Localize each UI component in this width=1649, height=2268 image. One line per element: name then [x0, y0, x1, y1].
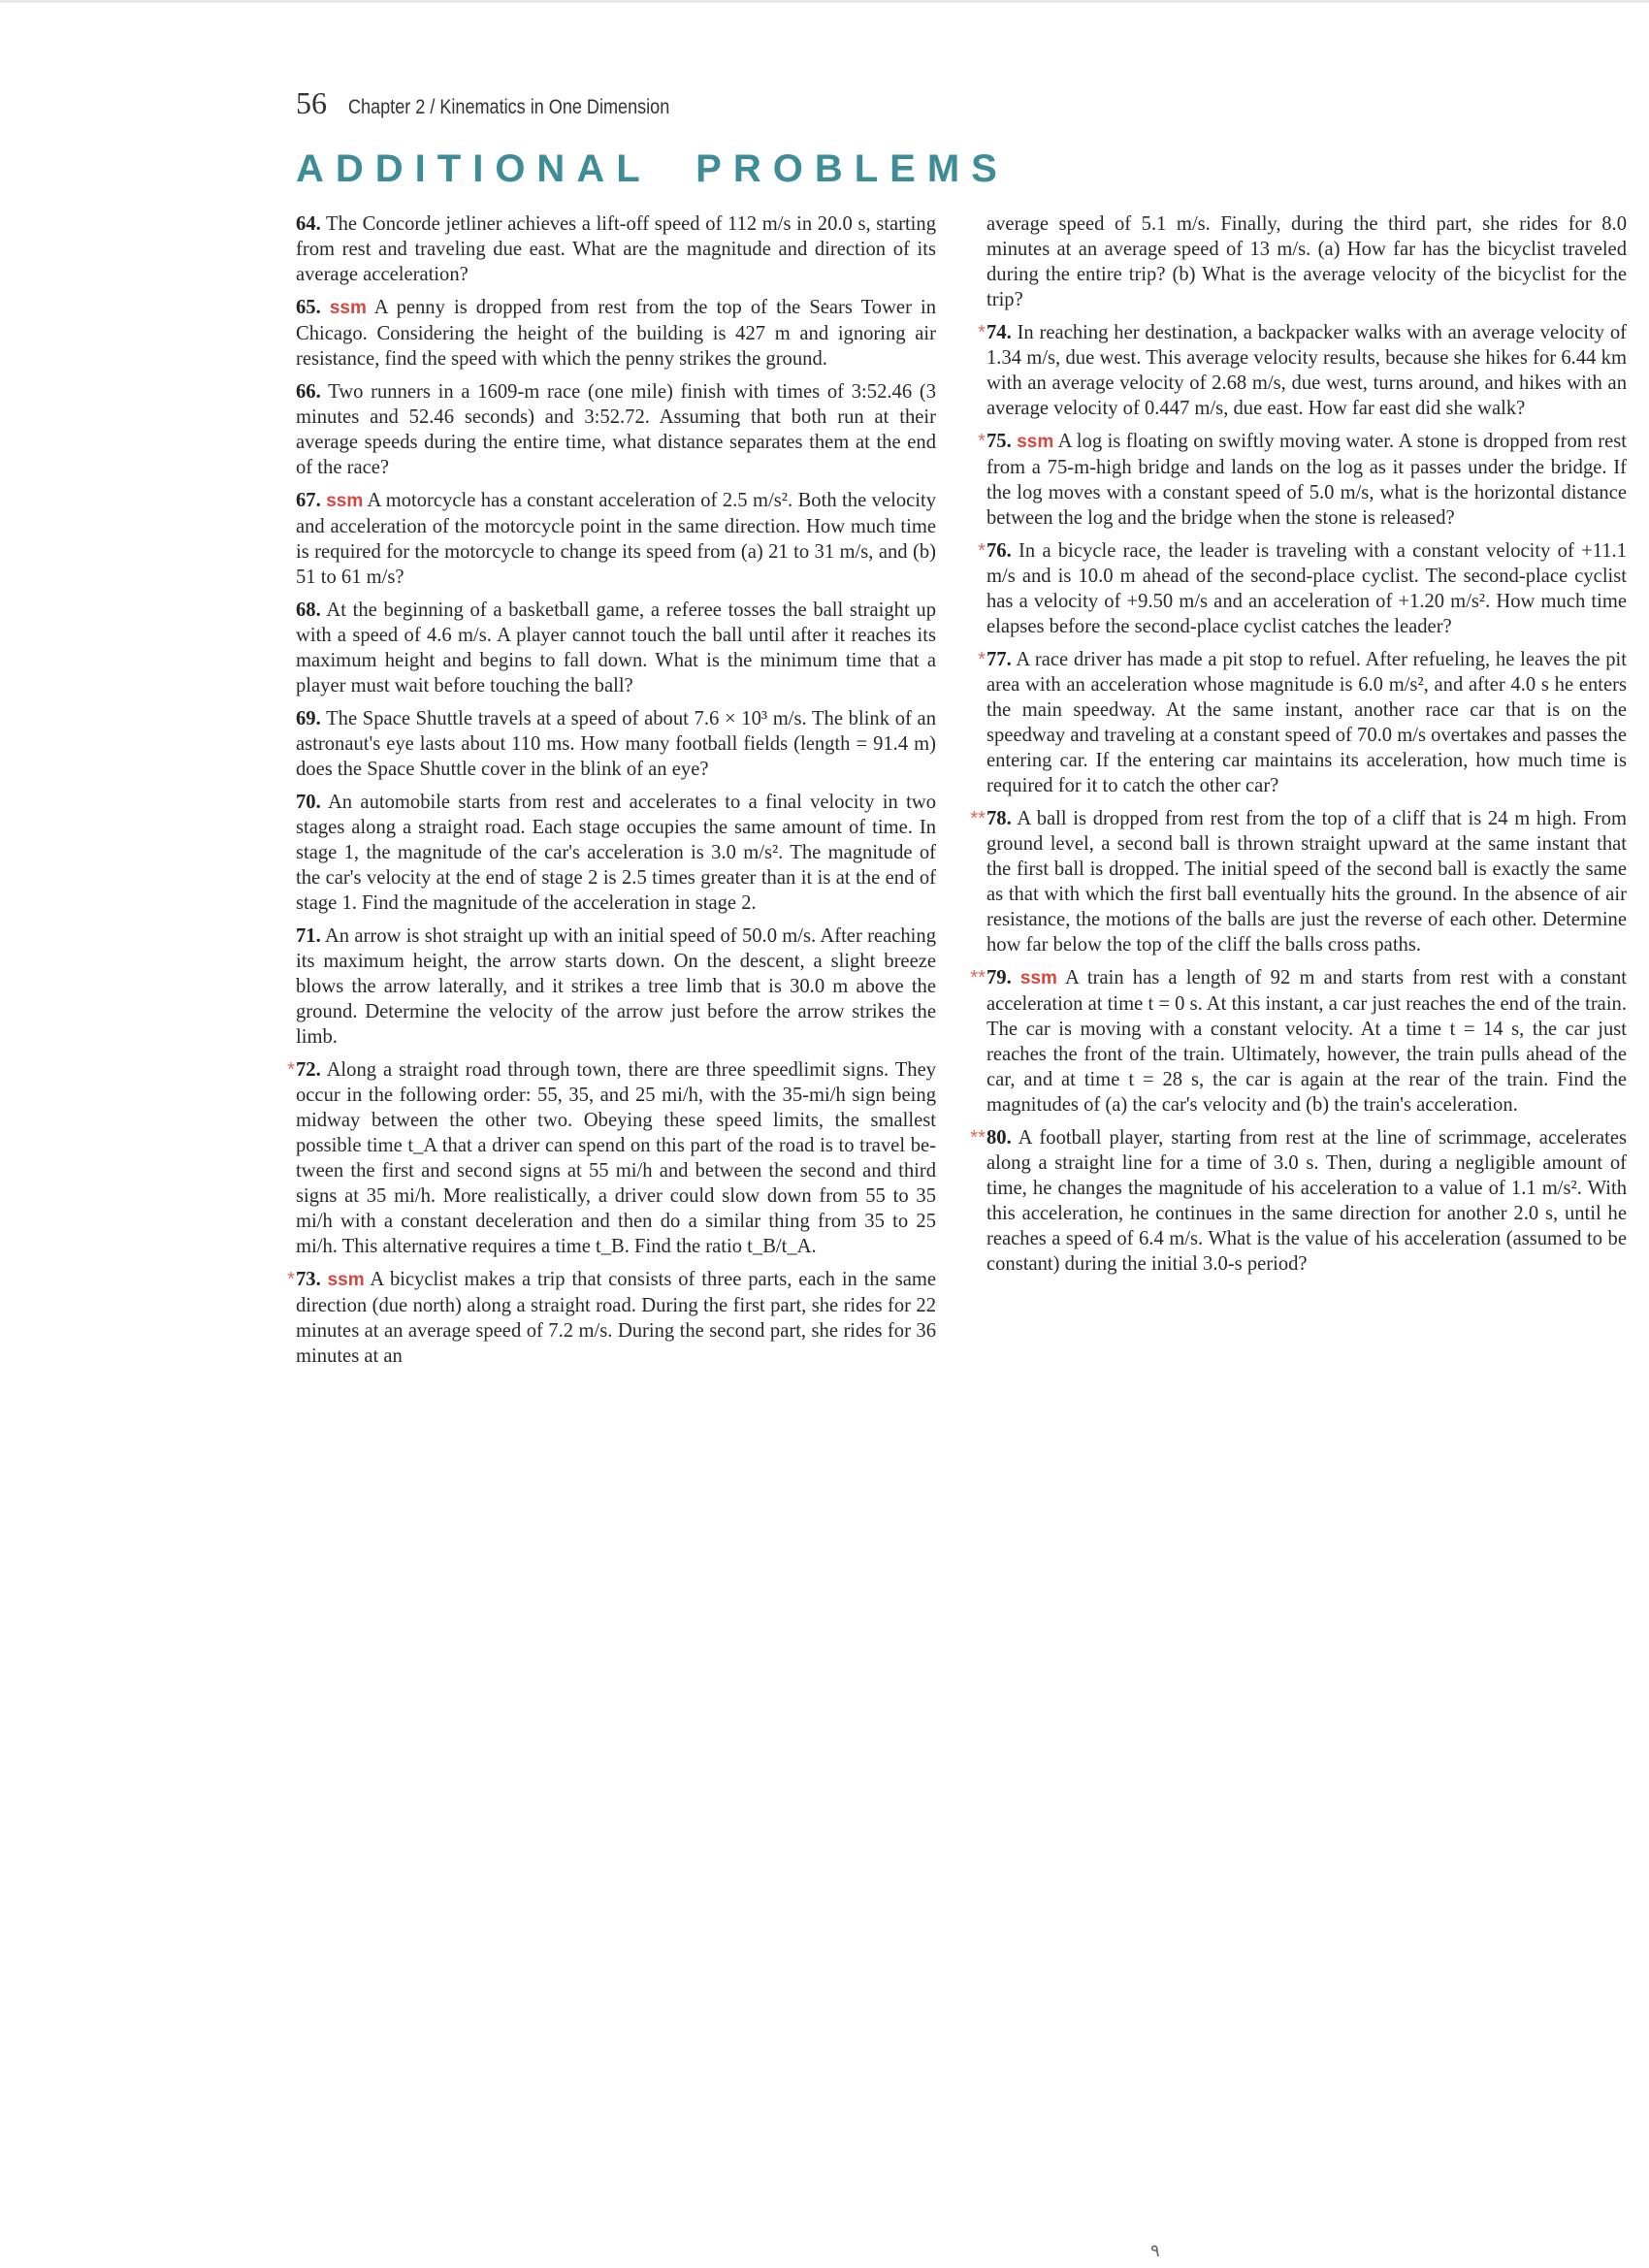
problem-69 — [296, 706, 936, 782]
problem-79 — [970, 965, 1627, 1118]
problem-number: 66. — [296, 381, 321, 403]
problem-76 — [978, 538, 1627, 639]
ssm-badge: ssm — [1019, 968, 1057, 988]
running-header — [296, 85, 722, 121]
stray-mark: ٩ — [1150, 2241, 1160, 2260]
difficulty-stars: ** — [970, 967, 986, 988]
problem-number: 68. — [296, 599, 321, 621]
problem-text: A log is floating on swiftly moving water. A stone is dropped from rest from a 75-m-high bridge and lands on the log as it passes under the bridge. If the log moves with a constant speed of 5.0 m/s, what is the horizontal distance between the log and the bridge when the stone is released? — [986, 431, 1628, 529]
problem-78 — [970, 806, 1628, 957]
problem-number: 72. — [296, 1059, 321, 1081]
problem-text: At the beginning of a basketball game, a referee tosses the ball straight up with a speed of 4.6 m/s. A player cannot touch the ball until after it reaches its maximum height and begins to fall down. What is the minimum time that a player must wait before touching the ball? — [296, 599, 936, 697]
problem-77 — [978, 647, 1627, 798]
problem-75 — [978, 429, 1628, 531]
problem-70 — [296, 790, 936, 916]
problem-number: 79. — [986, 967, 1012, 988]
problem-number: 67. — [296, 490, 321, 511]
problem-text: In reaching her destination, a backpacker walks with an average velocity of 1.34 m/s, due west. This average velocity results, because she hikes for 6.44 km with an average velocity of 2.68 m/s, due west, turns around, and hikes with an average velocity of 0.447 m/s, due east. How far east did she walk? — [986, 322, 1627, 419]
difficulty-stars: * — [978, 540, 986, 562]
difficulty-stars: * — [978, 322, 986, 343]
difficulty-stars: * — [287, 1269, 295, 1290]
ssm-badge: ssm — [327, 1270, 365, 1290]
problem-text: The Concorde jetliner achieves a lift-off speed of 112 m/s in 20.0 s, starting from rest and traveling due east. What are the magnitude and direction of its average acceleration? — [296, 213, 936, 285]
problem-number: 78. — [986, 808, 1012, 829]
problem-67 — [296, 488, 936, 590]
difficulty-stars: * — [287, 1059, 295, 1081]
problem-text: average speed of 5.1 m/s. Finally, during the third part, she rides for 8.0 minutes at an average speed of 13 m/s. (a) How far has the bicyclist traveled during the entire trip? (b) What is the average velocity of the bicyclist for the trip? — [986, 213, 1627, 310]
problem-number: 64. — [296, 213, 321, 235]
problem-text: The Space Shuttle travels at a speed of about 7.6 × 10³ m/s. The blink of an astronaut's eye lasts about 110 ms. How many football fields (length = 91.4 m) does the Space Shuttle cover in the blink of an eye? — [296, 708, 936, 780]
problem-text: A race driver has made a pit stop to refuel. After refueling, he leaves the pit area with an acceleration whose magnitude is 6.0 m/s², and after 4.0 s he enters the main speedway. At the same instant, another race car that is on the speedway and traveling at a constant speed of 70.0 m/s overtakes and passes the entering car. If the entering car maintains its acceleration, how much time is required for it to catch the other car? — [986, 649, 1627, 796]
difficulty-stars: * — [978, 431, 986, 452]
problem-number: 76. — [986, 540, 1012, 562]
ssm-badge: ssm — [326, 491, 364, 511]
problem-72 — [287, 1057, 937, 1259]
problem-71 — [296, 923, 936, 1050]
problem-68 — [296, 598, 936, 698]
problem-number: 74. — [986, 322, 1012, 343]
ssm-badge: ssm — [329, 298, 367, 318]
problem-text: An arrow is shot straight up with an initial speed of 50.0 m/s. After reaching its maximum height, the arrow starts down. On the descent, a slight breeze blows the arrow laterally, and it strikes a tree limb that is 30.0 m above the ground. Determine the velocity of the arrow just before the arrow strikes the limb. — [296, 925, 936, 1048]
ssm-badge: ssm — [1017, 432, 1054, 452]
difficulty-stars: * — [978, 649, 986, 670]
left-column — [287, 211, 937, 1377]
problem-80 — [970, 1125, 1627, 1277]
problem-text: A train has a length of 92 m and starts from rest with a constant acceleration at time t = 0 s. At this instant, a car just reaches the end of the train. The car is moving with a constant velocity. At a time t = 14 s, the car just reaches the front of the train. Ultimately, however, the train pulls ahead of the car, and at time t = 28 s, the car is again at the rear of the train. Find the magnitudes of (a) the car's velocity and (b) the train's acceleration. — [986, 967, 1627, 1116]
problem-number: 71. — [296, 925, 321, 947]
page-number: 56 — [296, 85, 327, 120]
problem-64 — [296, 211, 936, 287]
problem-text: A bicyclist makes a trip that consists of three parts, each in the same direction (due north) along a straight road. During the first part, she rides for 22 minutes at an average speed of 7.2 m/s. During the second part, she rides for 36 minutes at an — [296, 1269, 937, 1367]
problem-text: In a bicycle race, the leader is traveling with a constant velocity of +11.1 m/s and is 10.0 m ahead of the second-place cyclist. The second-place cyclist has a velocity of +9.50 m/s and an acceleration of +1.20 m/s². How much time elapses before the second-place cyclist catches the leader? — [986, 540, 1627, 637]
problem-text: A penny is dropped from rest from the top of the Sears Tower in Chicago. Considering the height of the building is 427 m and ignoring air resistance, find the speed with which the penny strikes the ground. — [296, 297, 937, 370]
problem-number: 77. — [986, 649, 1012, 670]
problem-text: Two runners in a 1609-m race (one mile) finish with times of 3:52.46 (3 minutes and 52.46 seconds) and 3:52.72. Assuming that both run at their average speeds during the entire time, what distance separates them at the end of the race? — [296, 381, 936, 478]
problem-text: An automobile starts from rest and accelerates to a final velocity in two stages along a straight road. Each stage occupies the same amount of time. In stage 1, the magnitude of the car's acceleration is 3.0 m/s². The magnitude of the car's velocity at the end of stage 2 is 2.5 times greater than it is at the end of stage 1. Find the magnitude of the acceleration in stage 2. — [296, 792, 936, 914]
section-title: ADDITIONAL PROBLEMS — [296, 147, 1009, 190]
problem-text: Along a straight road through town, there are three speedlimit signs. They occur in the following order: 55, 35, and 25 mi/h, with the 35-mi/h sign being midway between the other two. Obeying these speed limits, the smallest possible time t_A that a driver can spend on this part of the road is to travel between the first and second signs at 55 mi/h and between the second and third signs at 35 mi/h. More realistically, a driver could slow down from 55 to 35 mi/h with a constant deceleration and then do a similar thing from 35 to 25 mi/h. This alternative requires a time t_B. Find the ratio t_B/t_A. — [296, 1059, 937, 1257]
problem-number: 80. — [986, 1127, 1012, 1149]
problem-65 — [296, 295, 936, 372]
problem-number: 75. — [986, 431, 1012, 452]
difficulty-stars: ** — [970, 1127, 986, 1149]
problem-74 — [978, 320, 1627, 421]
right-column — [970, 211, 1628, 1284]
difficulty-stars: ** — [970, 808, 986, 829]
problem-continued — [986, 211, 1627, 312]
chapter-title: Chapter 2 / Kinematics in One Dimension — [348, 96, 670, 118]
problem-text: A ball is dropped from rest from the top of a cliff that is 24 m high. From ground level, a second ball is thrown straight upward at the same instant that the first ball is dropped. The initial speed of the second ball is exactly the same as that with which the first ball eventually hits the ground. In the absence of air resistance, the motions of the balls are just the reverse of each other. Determine how far below the top of the cliff the balls cross paths. — [986, 808, 1628, 956]
problem-text: A motorcycle has a constant acceleration of 2.5 m/s². Both the velocity and acceleration of the motorcycle point in the same direction. How much time is required for the motorcycle to change its speed from (a) 21 to 31 m/s, and (b) 51 to 61 m/s? — [296, 490, 937, 588]
problem-text: A football player, starting from rest at the line of scrimmage, accelerates along a straight line for a time of 3.0 s. Then, during a negligible amount of time, he changes the magnitude of his acceleration to a value of 1.1 m/s². With this acceleration, he continues in the same direction for another 2.0 s, until he reaches a speed of 6.4 m/s. What is the value of his acceleration (assumed to be constant) during the initial 3.0-s period? — [986, 1127, 1627, 1275]
problem-number: 70. — [296, 792, 321, 813]
problem-number: 65. — [296, 297, 321, 318]
problem-number: 69. — [296, 708, 321, 729]
problem-number: 73. — [296, 1269, 321, 1290]
scan-edge — [0, 0, 1649, 3]
problem-66 — [296, 379, 936, 480]
problem-73 — [287, 1267, 937, 1369]
